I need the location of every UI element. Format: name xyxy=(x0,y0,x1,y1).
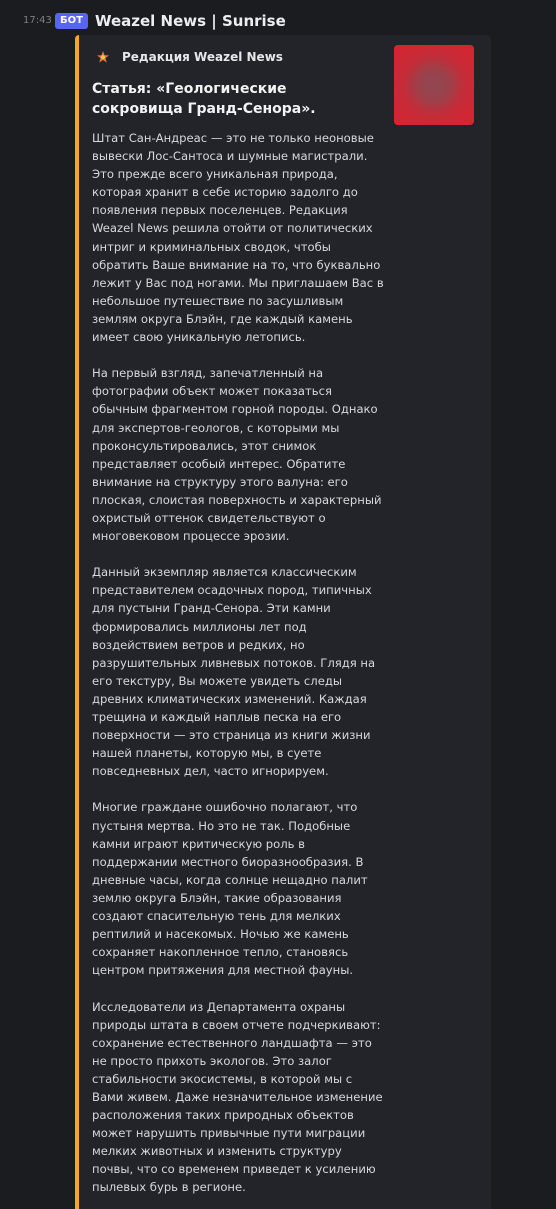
embed-author-name: Редакция Weazel News xyxy=(122,50,283,64)
bot-badge: БОТ xyxy=(55,13,88,29)
article-embed xyxy=(75,35,491,1209)
embed-title: Статья: «Геологические сокровища Гранд-Сенора». xyxy=(92,81,316,117)
paragraph: Данный экземпляр является классическим представителем осадочных пород, типичных для пустыни Гранд-Сенора. Эти камни формировались миллионы лет под воздействием ветров и редких, но разрушительных ливневых потоков. Глядя на его текстуру, Вы можете увидеть следы древних климатических изменений. Каждая трещина и каждый наплыв песка на его поверхности — это страница из книги жизни нашей планеты, которую мы, в суете повседневных дел, часто игнорируем. xyxy=(92,565,376,779)
paragraph: Исследователи из Департамента охраны природы штата в своем отчете подчеркивают: сохранение естественного ландшафта — это не просто прихоть экологов. Это залог стабильности экосистемы, в которой мы с Вами живем. Даже незначительное изменение расположения таких природных объектов может нарушить привычные пути миграции мелких животных и изменить структуру почвы, что со временем приведет к усилению пылевых бурь в регионе. xyxy=(92,999,383,1195)
newspaper-icon xyxy=(95,49,111,65)
embed-description xyxy=(92,129,384,1209)
paragraph: На первый взгляд, запечатленный на фотографии объект может показаться обычным фрагментом горной породы. Однако для экспертов-геологов, с которыми мы проконсультировались, этот снимок представляет особый интерес. Обратите внимание на структуру этого валуна: его плоская, слоистая поверхность и характерный охристый оттенок свидетельствуют о многовековом процессе эрозии. xyxy=(92,366,382,544)
message-header xyxy=(55,11,286,31)
embed-author xyxy=(95,49,283,65)
paragraph: Штат Сан-Андреас — это не только неоновые вывески Лос-Сантоса и шумные магистрали. Это прежде всего уникальная природа, которая хранит в себе историю задолго до появления первых поселенцев. Редакция Weazel News решила отойти от политических интриг и криминальных сводок, чтобы обратить Ваше внимание на то, что буквально лежит у Вас под ногами. Мы приглашаем Вас в небольшое путешествие по засушливым землям округа Блэйн, где каждый камень имеет свою уникальную летопись. xyxy=(92,131,384,345)
embed-thumbnail[interactable] xyxy=(394,45,474,125)
message-author[interactable]: Weazel News | Sunrise xyxy=(94,12,286,30)
message-timestamp: 17:43 xyxy=(23,15,52,26)
paragraph: Многие граждане ошибочно полагают, что пустыня мертва. Но это не так. Подобные камни играют критическую роль в поддержании местного биоразнообразия. В дневные часы, когда солнце нещадно палит землю округа Блэйн, такие образования создают спасительную тень для мелких рептилий и насекомых. Ночью же камень сохраняет накопленное тепло, становясь центром притяжения для местной фауны. xyxy=(92,800,368,978)
